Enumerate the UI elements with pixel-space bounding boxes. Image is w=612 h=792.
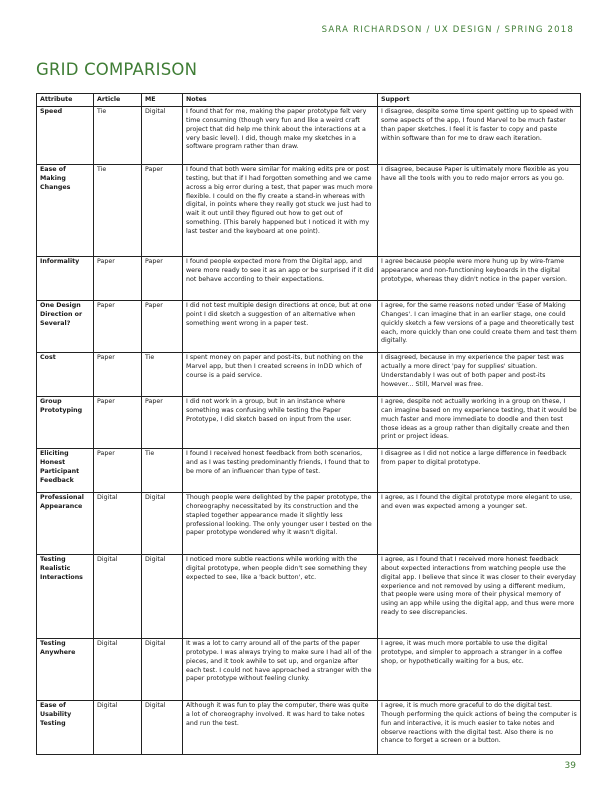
notes-cell: I found that for me, making the paper prototype felt very time consuming (though very fun and like a weird craft project that did help me think about the interactions at a very basic level). I did, though make my sketches in a software program rather than draw. [183,106,378,164]
column-header-attribute: Attribute [37,94,94,107]
article-cell: Digital [94,700,142,754]
notes-cell: It was a lot to carry around all of the parts of the paper prototype. I was always trying to make sure I had all of the pieces, and it took awhile to set up, and organize after each test. I could not have approached a stranger with the paper prototype without feeling clunky. [183,638,378,700]
article-cell: Digital [94,638,142,700]
attribute-cell: Cost [37,352,94,396]
table-row [37,554,581,638]
attribute-cell: Ease of Making Changes [37,164,94,256]
me-cell: Paper [142,164,183,256]
support-cell: I agree, it was much more portable to use the digital prototype, and simpler to approach a stranger in a coffee shop, or hypothetically waiting for a bus, etc. [378,638,581,700]
table-row [37,396,581,448]
support-cell: I disagree as I did not notice a large difference in feedback from paper to digital prototype. [378,448,581,492]
me-cell: Digital [142,638,183,700]
me-cell: Paper [142,300,183,352]
table-header-row [37,94,581,107]
table-row [37,352,581,396]
column-header-support: Support [378,94,581,107]
me-cell: Paper [142,396,183,448]
comparison-table [36,93,581,755]
attribute-cell: Group Prototyping [37,396,94,448]
table-row [37,256,581,300]
article-cell: Digital [94,554,142,638]
me-cell: Digital [142,554,183,638]
notes-cell: I found I received honest feedback from both scenarios, and as I was testing predominantly friends, I found that to be more of an influencer than type of test. [183,448,378,492]
table-row [37,164,581,256]
support-cell: I disagreed, because in my experience the paper test was actually a more direct 'pay for supplies' situation. Understandably I was out of both paper and post-its however... Still, Marvel was free. [378,352,581,396]
column-header-notes: Notes [183,94,378,107]
notes-cell: I spent money on paper and post-its, but nothing on the Marvel app, but then I created screens in InDD which of course is a paid service. [183,352,378,396]
attribute-cell: One Design Direction or Several? [37,300,94,352]
support-cell: I agree, as I found the digital prototype more elegant to use, and even was expected among a younger set. [378,492,581,554]
me-cell: Digital [142,492,183,554]
me-cell: Tie [142,352,183,396]
support-cell: I agree, for the same reasons noted under 'Ease of Making Changes'. I can imagine that in an earlier stage, one could quickly sketch a few versions of a page and theoretically test each, more quickly than one could create them and test them digitally. [378,300,581,352]
article-cell: Paper [94,352,142,396]
attribute-cell: Professional Appearance [37,492,94,554]
article-cell: Paper [94,396,142,448]
support-cell: I agree because people were more hung up by wire-frame appearance and non-functioning keyboards in the digital prototype, whereas they didn't notice in the paper version. [378,256,581,300]
me-cell: Paper [142,256,183,300]
article-cell: Tie [94,106,142,164]
notes-cell: Although it was fun to play the computer, there was quite a lot of choreography involved. It was hard to take notes and run the test. [183,700,378,754]
me-cell: Digital [142,700,183,754]
table-row [37,106,581,164]
attribute-cell: Ease of Usability Testing [37,700,94,754]
attribute-cell: Speed [37,106,94,164]
table-row [37,700,581,754]
me-cell: Digital [142,106,183,164]
attribute-cell: Informality [37,256,94,300]
notes-cell: I did not work in a group, but in an instance where something was confusing while testing the Paper Prototype, I did sketch based on input from the user. [183,396,378,448]
notes-cell: I found people expected more from the Digital app, and were more ready to see it as an app or be surprised if it did not behave according to their expectations. [183,256,378,300]
column-header-me: ME [142,94,183,107]
notes-cell: I found that both were similar for making edits pre or post testing, but that if I had forgotten something and we came across a big error during a test, that paper was much more flexible. I could on the fly create a stand-in whereas with digital, in points where they really got stuck we just had to wait it out until they figured out how to get out of something. (This barely happened but I noticed it with my last tester and the keyboard at one point). [183,164,378,256]
notes-cell: Though people were delighted by the paper prototype, the choreography necessitated by its construction and the stapled together appearance made it slightly less professional looking. The only younger user I tested on the paper prototype wondered why it wasn't digital. [183,492,378,554]
table-row [37,638,581,700]
me-cell: Tie [142,448,183,492]
table-row [37,448,581,492]
table-row [37,492,581,554]
article-cell: Digital [94,492,142,554]
support-cell: I agree, despite not actually working in a group on these, I can imagine based on my experience testing, that it would be much faster and more immediate to doodle and then test those ideas as a group rather than digitally create and then print or project ideas. [378,396,581,448]
notes-cell: I did not test multiple design directions at once, but at one point I did sketch a suggestion of an alternative when something went wrong in a paper test. [183,300,378,352]
column-header-article: Article [94,94,142,107]
support-cell: I disagree, because Paper is ultimately more flexible as you have all the tools with you to redo major errors as you go. [378,164,581,256]
support-cell: I disagree, despite some time spent getting up to speed with some aspects of the app, I found Marvel to be much faster than paper sketches. I feel it is faster to copy and paste within software than for me to draw each iteration. [378,106,581,164]
page-number: 39 [564,761,576,771]
article-cell: Paper [94,300,142,352]
document-header: SARA RICHARDSON / UX DESIGN / SPRING 2018 [321,25,574,35]
attribute-cell: Testing Realistic Interactions [37,554,94,638]
notes-cell: I noticed more subtle reactions while working with the digital prototype, when people didn't see something they expected to see, like a 'back button', etc. [183,554,378,638]
page-title: GRID COMPARISON [36,60,198,79]
attribute-cell: Testing Anywhere [37,638,94,700]
table-row [37,300,581,352]
support-cell: I agree, as I found that I received more honest feedback about expected interactions from watching people use the digital app. I believe that since it was closer to their everyday experience and not removed by using a different medium, that people were using more of their physical memory of using an app while using the digital app, and thus were more ready to see discrepancies. [378,554,581,638]
article-cell: Paper [94,256,142,300]
article-cell: Paper [94,448,142,492]
attribute-cell: Eliciting Honest Participant Feedback [37,448,94,492]
support-cell: I agree, it is much more graceful to do the digital test. Though performing the quick actions of being the computer is fun and interactive, it is much easier to take notes and observe reactions with the digital test. Also there is no chance to forget a screen or a button. [378,700,581,754]
article-cell: Tie [94,164,142,256]
